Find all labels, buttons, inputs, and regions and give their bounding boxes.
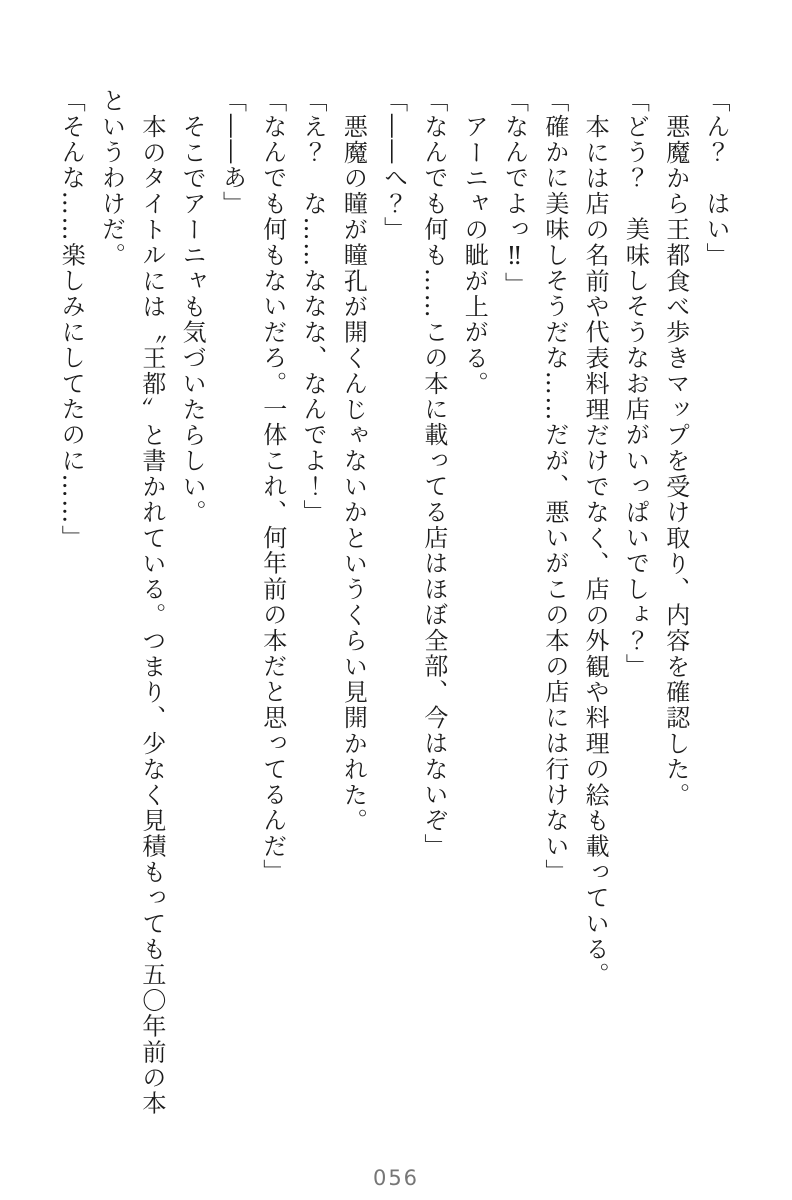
text-line: 本のタイトルには〝王都〟と書かれている。つまり、少なく見積もっても五〇年前の本 <box>137 113 166 1116</box>
text-line: 「え？ な……ななな、なんでよ！」 <box>299 88 328 525</box>
text-line: 「ん？ はい」 <box>702 88 730 268</box>
text-line: 「確かに美味しそうだな……だが、悪いがこの本の店には行けない」 <box>540 88 569 885</box>
text-line: 「なんでも何も……この本に載ってる店はほぼ全部、今はないぞ」 <box>419 88 448 859</box>
text-line: アーニャの眦が上がる。 <box>460 113 489 397</box>
text-line: 本には店の名前や代表料理だけでなく、店の外観や料理の絵も載っている。 <box>581 113 610 988</box>
text-line: そこでアーニャも気づいたらしい。 <box>178 113 207 525</box>
text-line: 「そんな……楽しみにしてたのに……」 <box>57 88 86 551</box>
text-line: 「どう？ 美味しそうなお店がいっぱいでしょ？」 <box>621 88 650 680</box>
text-line: というわけだ。 <box>97 88 126 268</box>
text-line: 「――あ」 <box>218 88 247 217</box>
text-line: 「――へ？」 <box>379 88 408 243</box>
text-line: 「なんでよっ‼」 <box>500 88 529 298</box>
vertical-text-block <box>51 88 736 1116</box>
text-line: 悪魔から王都食べ歩きマップを受け取り、内容を確認した。 <box>661 113 690 808</box>
text-line: 悪魔の瞳が瞳孔が開くんじゃないかというくらい見開かれた。 <box>339 113 368 834</box>
page-number: 056 <box>372 1166 420 1190</box>
text-line: 「なんでも何もないだろ。一体これ、何年前の本だと思ってるんだ」 <box>258 88 287 885</box>
